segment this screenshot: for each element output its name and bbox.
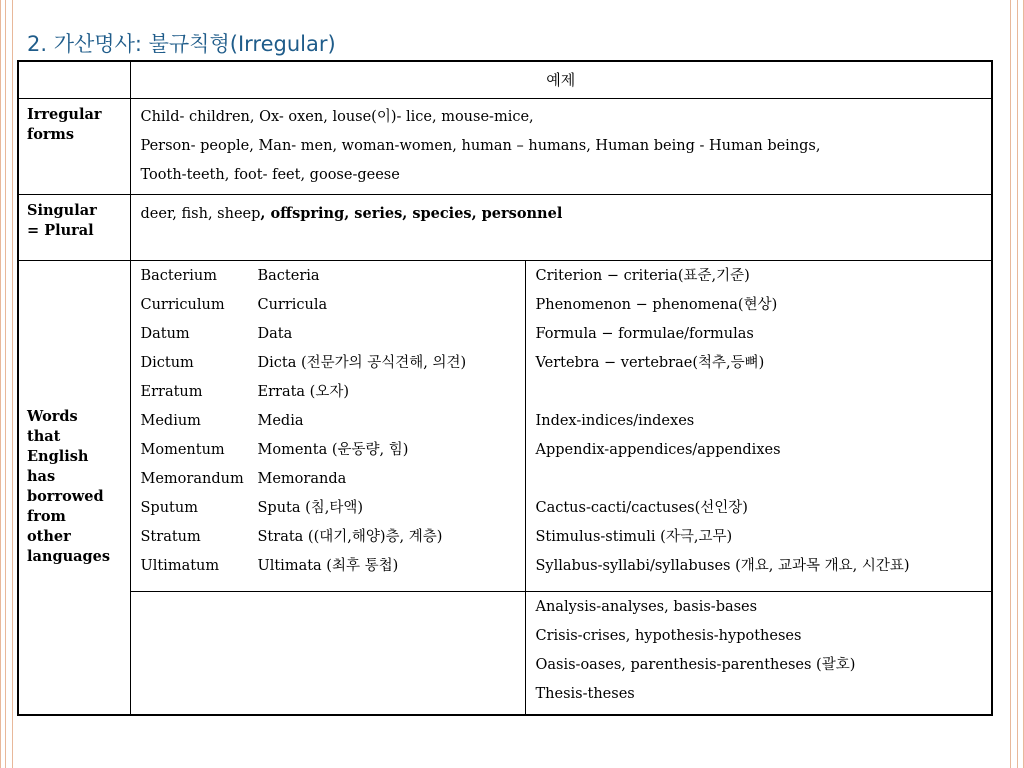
examples-table — [17, 60, 993, 716]
borrowed-words-bottom-row — [18, 591, 992, 715]
list-item: Datum Data — [140, 325, 293, 342]
irregular-forms-examples — [130, 98, 992, 194]
page-title: 2. 가산명사: 불규칙형(Irregular) — [27, 32, 336, 56]
list-item: Thesis-theses — [535, 685, 635, 702]
list-item: Ultimatum Ultimata (최후 통첩) — [140, 557, 399, 574]
table-header-row — [18, 61, 992, 98]
empty-cell — [130, 591, 525, 715]
header-examples-cell: 예제 — [130, 61, 992, 98]
list-item: Bacterium Bacteria — [140, 267, 320, 284]
irregular-forms-label: Irregular forms — [18, 98, 130, 194]
header-empty-cell — [18, 61, 130, 98]
borrowed-right-cell — [525, 260, 992, 591]
irregular-forms-row — [18, 98, 992, 194]
list-item: Phenomenon − phenomena(현상) — [535, 296, 778, 313]
list-item: Analysis-analyses, basis-bases — [535, 598, 758, 615]
list-item — [536, 378, 982, 407]
list-item: Index-indices/indexes — [535, 412, 695, 429]
list-item: Curriculum Curricula — [140, 296, 328, 313]
singular-plural-examples — [130, 194, 992, 260]
right-border-line — [1010, 0, 1011, 768]
borrowed-bottom-right-cell — [525, 591, 992, 715]
left-border-line — [5, 0, 6, 768]
latin-pairs-list — [141, 262, 515, 581]
list-item: Syllabus-syllabi/syllabuses (개요, 교과목 개요, 시간표) — [535, 557, 910, 574]
latin-pairs-cell — [130, 260, 525, 591]
list-item: Stratum Strata ((대기,해양)층, 계층) — [140, 528, 443, 545]
example-bold-text: , offspring, series, species, personnel — [260, 204, 563, 222]
list-item: Medium Media — [140, 412, 304, 429]
list-item: Appendix-appendices/appendixes — [535, 441, 781, 458]
list-item: Sputum Sputa (침,타액) — [140, 499, 364, 516]
list-item: Memorandum Memoranda — [140, 470, 347, 487]
list-item: Momentum Momenta (운동량, 힘) — [140, 441, 409, 458]
example-line: Child- children, Ox- oxen, louse(이)- lice, mouse-mice, — [140, 108, 534, 125]
list-item: Vertebra − vertebrae(척추,등뼈) — [535, 354, 765, 371]
singular-plural-row — [18, 194, 992, 260]
right-border-line — [1017, 0, 1018, 768]
list-item: Stimulus-stimuli (자극,고무) — [535, 528, 733, 545]
list-item: Dictum Dicta (전문가의 공식견해, 의견) — [140, 354, 467, 371]
example-normal-text: deer, fish, sheep — [140, 205, 261, 222]
list-item: Oasis-oases, parenthesis-parentheses (괄호) — [535, 656, 856, 673]
example-line: Tooth-teeth, foot- feet, goose-geese — [140, 166, 400, 183]
list-item: Erratum Errata (오자) — [140, 383, 350, 400]
left-border-line — [0, 0, 1, 768]
left-border-line — [12, 0, 13, 768]
list-item: Formula − formulae/formulas — [535, 325, 754, 342]
borrowed-words-label: Words that English has borrowed from other languages — [18, 260, 130, 715]
list-item — [536, 465, 982, 494]
borrowed-words-row — [18, 260, 992, 591]
singular-plural-label: Singular = Plural — [18, 194, 130, 260]
list-item: Crisis-crises, hypothesis-hypotheses — [535, 627, 802, 644]
list-item: Criterion − criteria(표준,기준) — [535, 267, 750, 284]
example-line: Person- people, Man- men, woman-women, human – humans, Human being - Human beings, — [140, 137, 821, 154]
list-item: Cactus-cacti/cactuses(선인장) — [535, 499, 748, 516]
